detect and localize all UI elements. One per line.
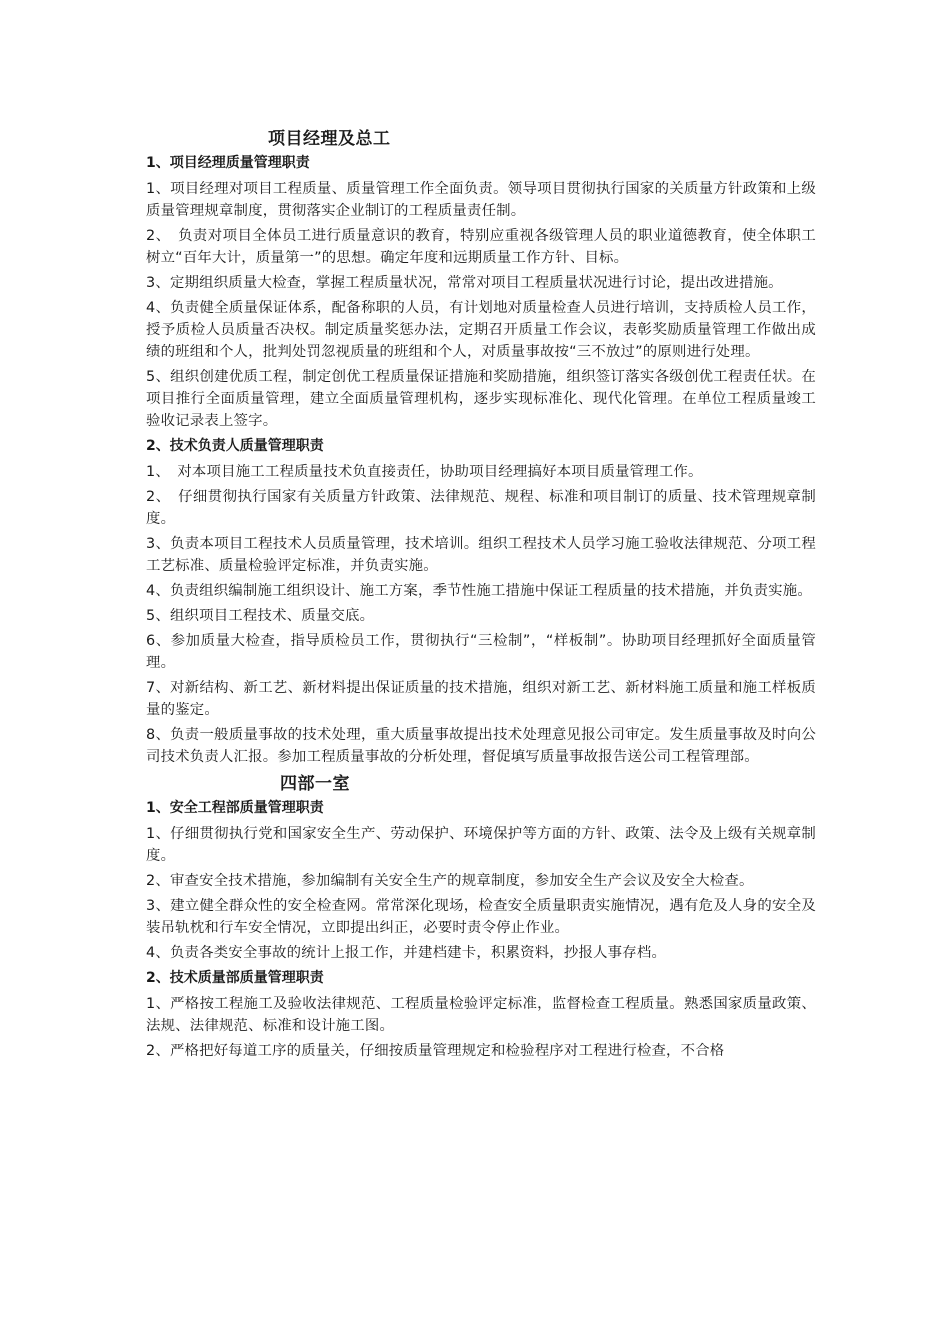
section-title: 四部一室 — [280, 774, 350, 794]
subsection-heading: 2、技术负责人质量管理职责 — [146, 438, 324, 454]
paragraph: 2、 仔细贯彻执行国家有关质量方针政策、法律规范、规程、标准和项目制订的质量、技术管理规章制度。 — [146, 489, 816, 527]
paragraph: 5、组织项目工程技术、质量交底。 — [146, 608, 375, 624]
subsection-heading: 2、技术质量部质量管理职责 — [146, 970, 324, 986]
document-page — [146, 126, 816, 1065]
paragraph: 1、项目经理对项目工程质量、质量管理工作全面负责。领导项目贯彻执行国家的关质量方针政策和上级质量管理规章制度，贯彻落实企业制订的工程质量责任制。 — [146, 181, 816, 219]
paragraph: 2、 负责对项目全体员工进行质量意识的教育，特别应重视各级管理人员的职业道德教育，使全体职工树立“百年大计，质量第一”的思想。确定年度和远期质量工作方针、目标。 — [146, 228, 816, 266]
section-project-manager — [146, 126, 816, 768]
paragraph: 3、负责本项目工程技术人员质量管理，技术培训。组织工程技术人员学习施工验收法律规范、分项工程工艺标准、质量检验评定标准，并负责实施。 — [146, 536, 816, 574]
paragraph: 4、负责组织编制施工组织设计、施工方案，季节性施工措施中保证工程质量的技术措施，并负责实施。 — [146, 583, 812, 599]
subsection-heading: 1、安全工程部质量管理职责 — [146, 800, 324, 816]
paragraph: 1、仔细贯彻执行党和国家安全生产、劳动保护、环境保护等方面的方针、政策、法令及上级有关规章制度。 — [146, 826, 816, 864]
paragraph: 5、组织创建优质工程，制定创优工程质量保证措施和奖励措施，组织签订落实各级创优工程责任状。在项目推行全面质量管理，建立全面质量管理机构，逐步实现标准化、现代化管理。在单位工程质量竣工验收记录表上签字。 — [146, 369, 816, 429]
section-title: 项目经理及总工 — [268, 129, 391, 149]
paragraph: 4、负责健全质量保证体系，配备称职的人员，有计划地对质量检查人员进行培训，支持质检人员工作，授予质检人员质量否决权。制定质量奖惩办法，定期召开质量工作会议，表彰奖励质量管理工作做出成绩的班组和个人，批判处罚忽视质量的班组和个人，对质量事故按“三不放过”的原则进行处理。 — [146, 300, 816, 360]
paragraph: 1、严格按工程施工及验收法律规范、工程质量检验评定标准，监督检查工程质量。熟悉国家质量政策、法规、法律规范、标准和设计施工图。 — [146, 996, 816, 1034]
paragraph: 3、建立健全群众性的安全检查网。常常深化现场，检查安全质量职责实施情况，遇有危及人身的安全及装吊轨枕和行车安全情况，立即提出纠正，必要时责令停止作业。 — [146, 898, 816, 936]
paragraph: 6、参加质量大检查，指导质检员工作，贯彻执行“三检制”，“样板制”。协助项目经理抓好全面质量管理。 — [146, 633, 816, 671]
paragraph: 8、负责一般质量事故的技术处理，重大质量事故提出技术处理意见报公司审定。发生质量事故及时向公司技术负责人汇报。参加工程质量事故的分析处理，督促填写质量事故报告送公司工程管理部。 — [146, 727, 816, 765]
paragraph: 1、 对本项目施工工程质量技术负直接责任，协助项目经理搞好本项目质量管理工作。 — [146, 464, 703, 480]
subsection-heading: 1、项目经理质量管理职责 — [146, 155, 310, 171]
paragraph: 3、定期组织质量大检查，掌握工程质量状况，常常对项目工程质量状况进行讨论，提出改进措施。 — [146, 275, 783, 291]
paragraph: 7、对新结构、新工艺、新材料提出保证质量的技术措施，组织对新工艺、新材料施工质量和施工样板质量的鉴定。 — [146, 680, 816, 718]
paragraph: 2、严格把好每道工序的质量关，仔细按质量管理规定和检验程序对工程进行检查，不合格 — [146, 1043, 725, 1059]
paragraph: 4、负责各类安全事故的统计上报工作，并建档建卡，积累资料，抄报人事存档。 — [146, 945, 667, 961]
section-four-departments — [146, 771, 816, 1062]
paragraph: 2、审查安全技术措施，参加编制有关安全生产的规章制度，参加安全生产会议及安全大检查。 — [146, 873, 754, 889]
